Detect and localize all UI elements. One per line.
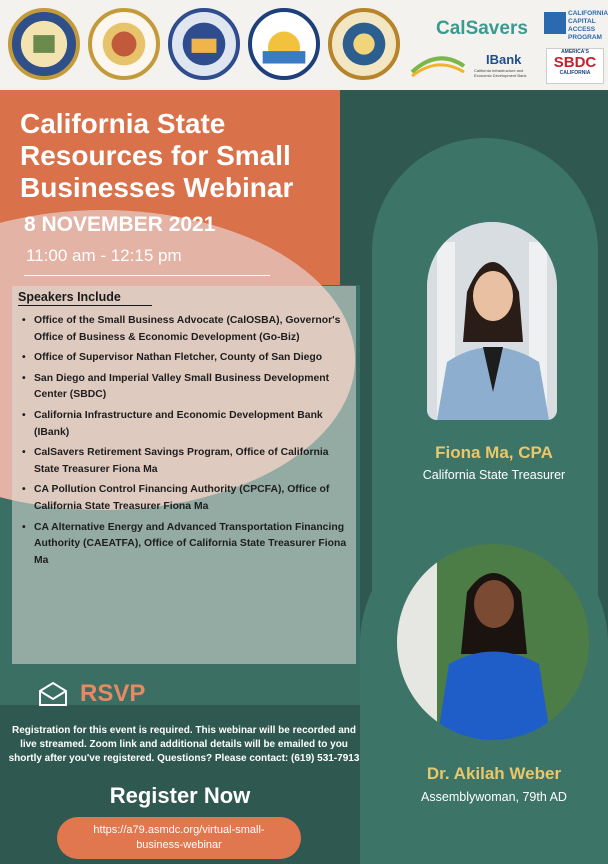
sbdc-bottom-text: CALIFORNIA <box>559 70 591 76</box>
registration-link[interactable] <box>57 817 301 859</box>
speaker-role-fiona-ma: California State Treasurer <box>422 468 566 482</box>
rsvp-label: RSVP <box>80 680 146 707</box>
list-item: • Office of Supervisor Nathan Fletcher, County of San Diego <box>20 350 350 367</box>
state-assembly-seal-logo <box>88 8 160 80</box>
divider <box>18 305 152 306</box>
envelope-icon <box>38 681 68 707</box>
register-now-heading: Register Now <box>109 783 251 808</box>
list-item: • CalSavers Retirement Savings Program, Office of California State Treasurer Fiona Ma <box>20 445 350 478</box>
page-title: California State Resources for Small Businesses Webinar <box>20 108 294 203</box>
capital-access-icon <box>544 12 566 34</box>
sbdc-top-text: AMERICA'S <box>561 49 589 55</box>
speakers-list <box>20 313 350 573</box>
logo-strip <box>0 0 608 90</box>
county-seal-logo <box>328 8 400 80</box>
small-business-advocate-logo <box>168 8 240 80</box>
sbdc-text: SBDC <box>553 54 597 71</box>
speakers-heading: Speakers Include <box>18 290 121 304</box>
speaker-role-akilah-weber: Assemblywoman, 79th AD <box>421 790 567 804</box>
ibank-subtitle: California Infrastructure and Economic Development Bank <box>474 68 527 78</box>
speaker-name-fiona-ma: Fiona Ma, CPA <box>435 443 553 462</box>
sbdc-logo <box>546 48 604 84</box>
registration-url[interactable]: https://a79.asmdc.org/virtual-small-business-webinar <box>93 824 265 851</box>
event-date: 8 NOVEMBER 2021 <box>24 213 216 236</box>
calsavers-logo: CalSavers <box>436 18 528 39</box>
green-leaf-logo <box>408 48 468 78</box>
state-seal-logo <box>8 8 80 80</box>
speaker-photo-fiona-ma <box>427 222 557 420</box>
list-item: • San Diego and Imperial Valley Small Business Development Center (SBDC) <box>20 371 350 404</box>
list-item: • California Infrastructure and Economic Development Bank (IBank) <box>20 408 350 441</box>
go-biz-logo <box>248 8 320 80</box>
list-item: • Office of the Small Business Advocate (CalOSBA), Governor's Office of Business & Economic Development (Go-Biz) <box>20 313 350 346</box>
speaker-name-akilah-weber: Dr. Akilah Weber <box>426 764 562 783</box>
list-item: • CA Alternative Energy and Advanced Transportation Financing Authority (CAEATFA), Office of California State Treasurer Fiona Ma <box>20 520 350 570</box>
divider <box>24 275 270 276</box>
speaker-photo-akilah-weber <box>397 544 589 740</box>
capital-access-logo: CALIFORNIA CAPITAL ACCESS PROGRAM <box>568 10 608 41</box>
event-time: 11:00 am - 12:15 pm <box>26 246 182 265</box>
ibank-logo: IBank <box>486 52 522 67</box>
registration-details: Registration for this event is required. This webinar will be recorded and live streamed. Zoom link and additional details will be emailed to you shortly after you've registered. Questions? Please contact: (619) 531-7913 <box>8 725 360 764</box>
list-item: • CA Pollution Control Financing Authority (CPCFA), Office of California State Treasurer Fiona Ma <box>20 482 350 515</box>
